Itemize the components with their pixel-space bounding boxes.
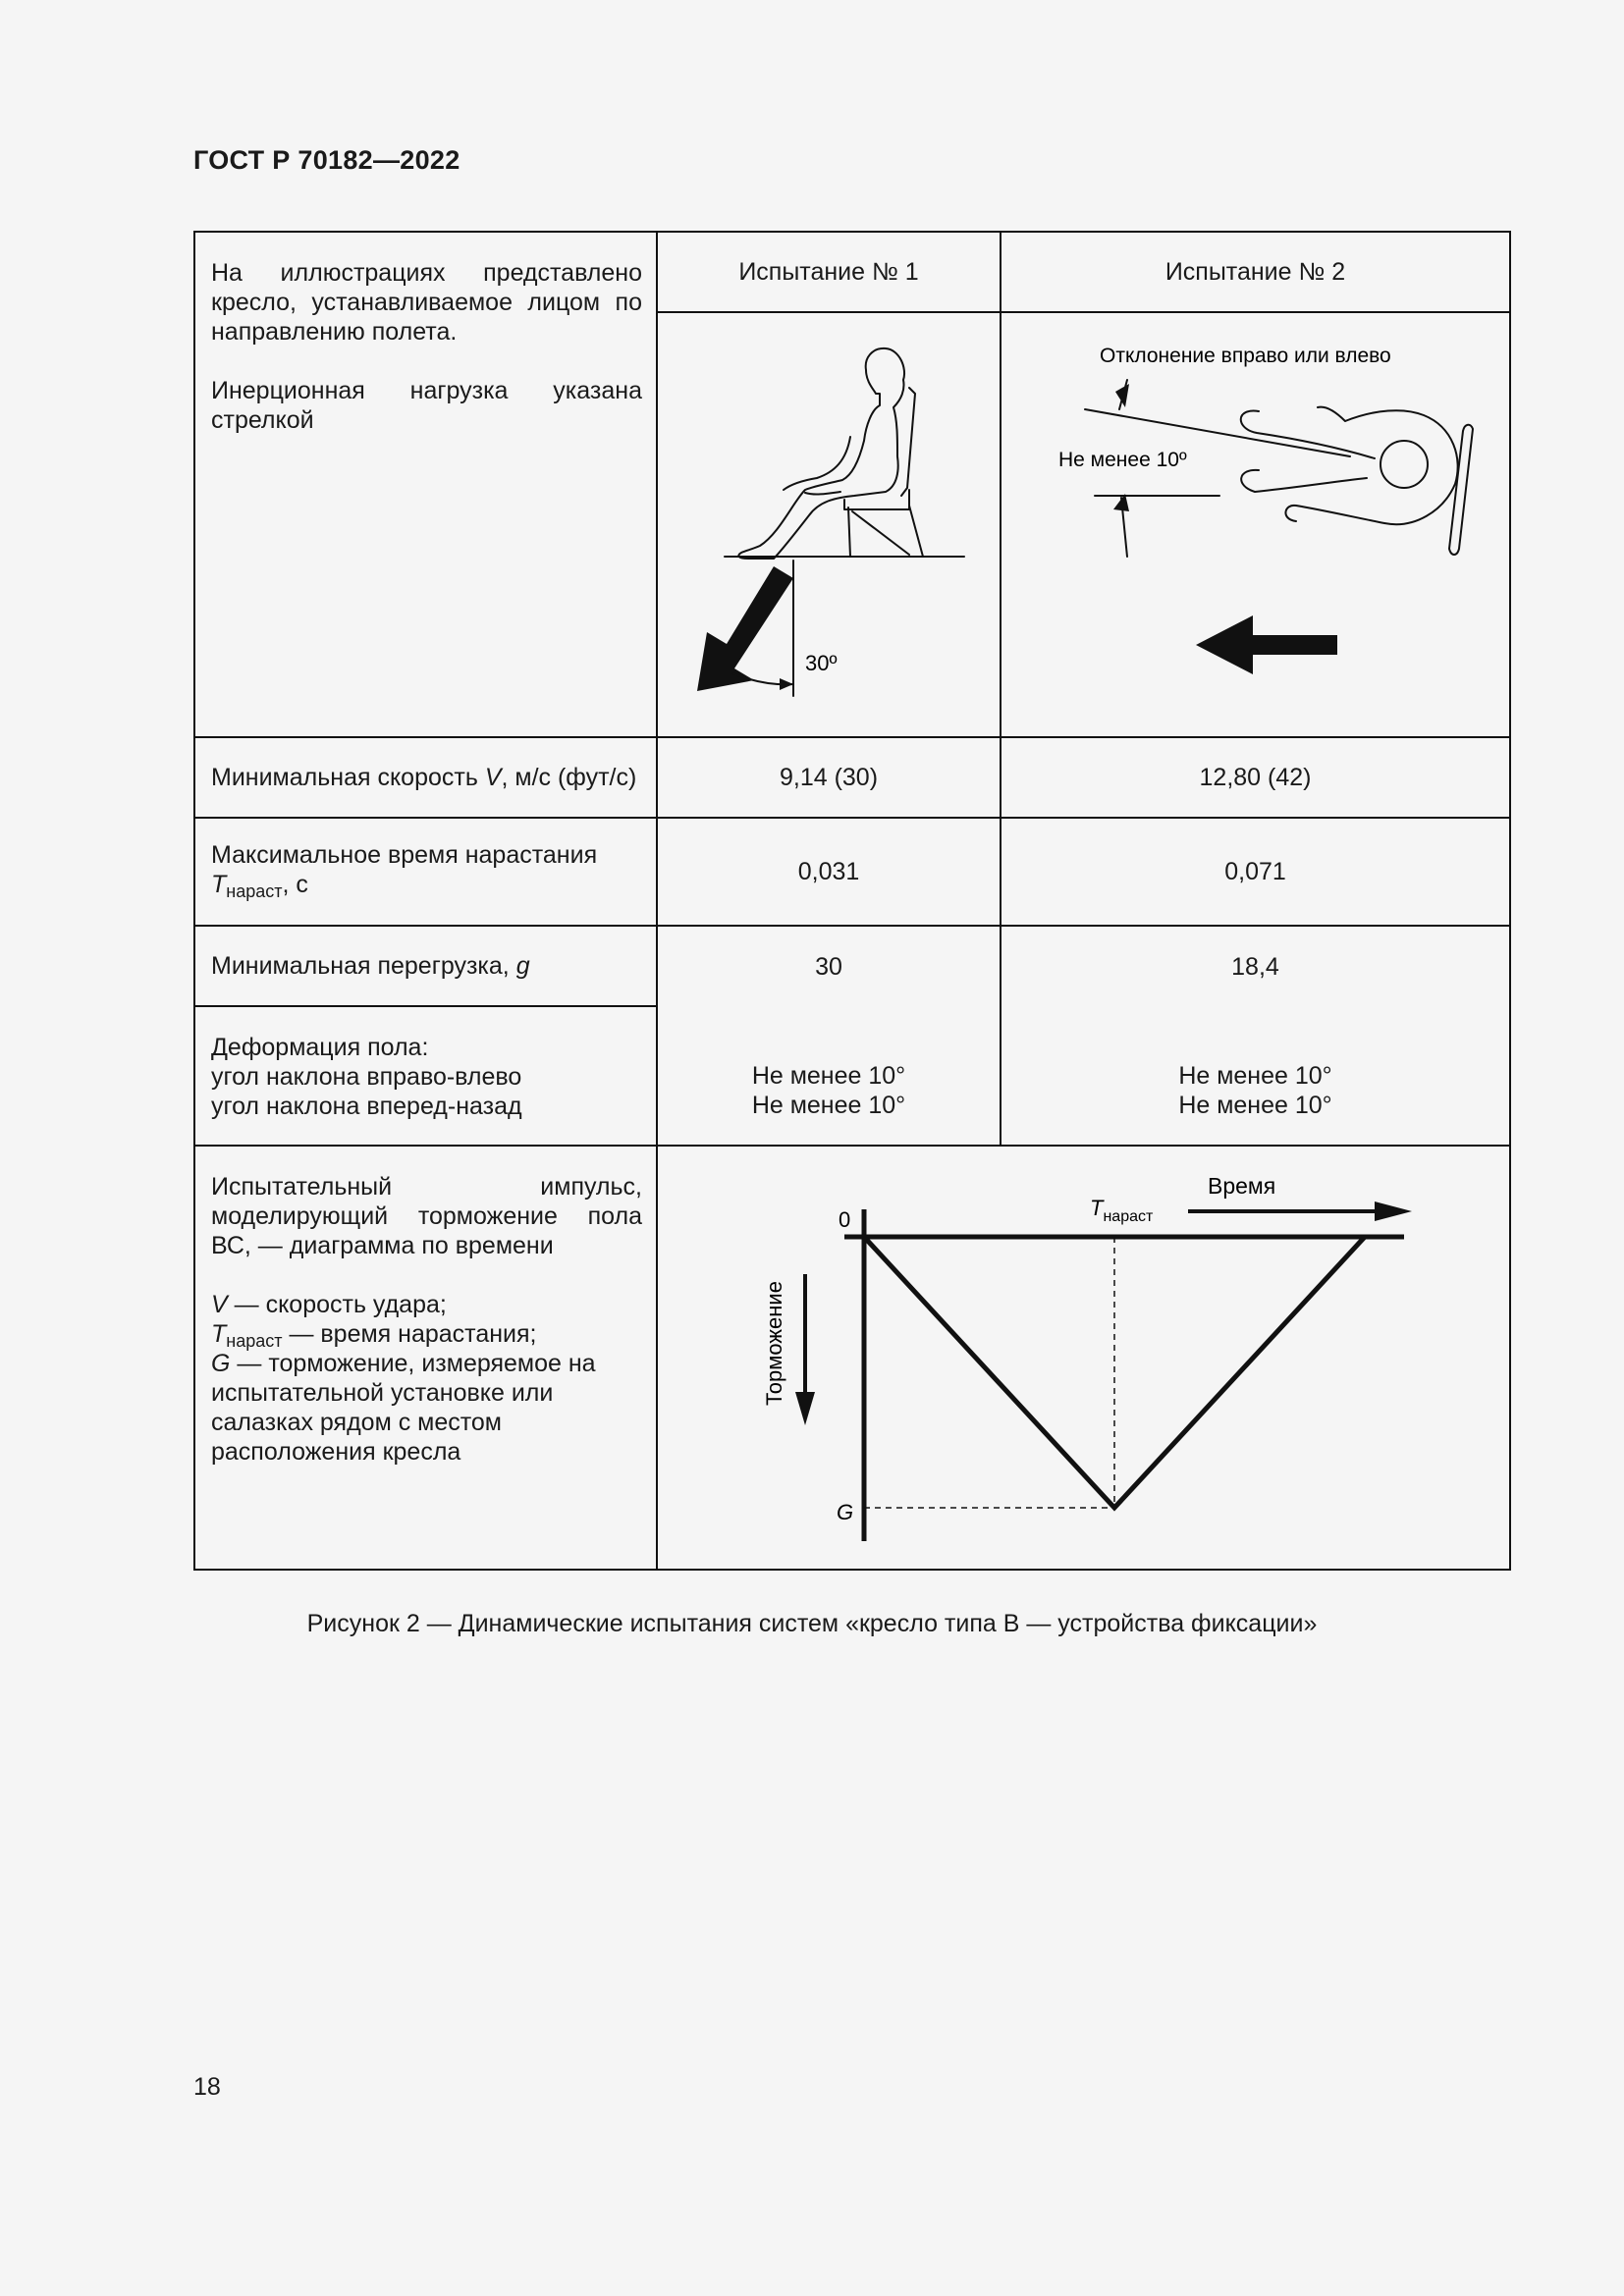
min-speed-test2: 12,80 (42) [1001, 737, 1510, 818]
load-arrow-down-left [697, 566, 793, 691]
figure-caption: Рисунок 2 — Динамические испытания систем «кресло типа В — устройства фиксации» [306, 1610, 1318, 1637]
chart-ylabel: Торможение [762, 1281, 786, 1406]
top-view-body [1241, 407, 1458, 525]
intro-text-2: Инерционная нагрузка указана стрелкой [211, 377, 642, 434]
test2-illustration-cell [1001, 312, 1510, 737]
col-header-test2: Испытание № 2 [1001, 232, 1510, 312]
g-marker-label: G [837, 1500, 854, 1524]
head-outline [1380, 441, 1428, 488]
floor-deformation-test2 [1001, 1006, 1510, 1146]
intro-cell [194, 232, 657, 737]
upper-pointer-arrowhead [1115, 384, 1129, 407]
origin-label: 0 [839, 1207, 851, 1232]
min-angle-label: Не менее 10º [1058, 449, 1187, 471]
roll-angle-label: угол наклона вправо-влево [211, 1063, 522, 1091]
load-arrow-left [1196, 615, 1337, 674]
chart-xlabel: Время [1208, 1173, 1276, 1199]
min-overload-test1: 30 [657, 926, 1001, 1006]
impulse-description [194, 1146, 657, 1570]
max-rise-time-label: Максимальное время нарастания $T_{нараст}$, с [194, 818, 657, 926]
impulse-desc-text: Испытательный импульс, моделирующий торможение пола ВС, — диаграмма по времени [211, 1173, 642, 1259]
t-rise-marker-label: $T_{нараст}$ [1090, 1196, 1154, 1225]
page-number: 18 [193, 2073, 221, 2101]
test1-illustration-cell [657, 312, 1001, 737]
roll-angle-test2: Не менее 10° [1178, 1062, 1332, 1090]
top-view-occupant-illustration [1001, 313, 1511, 736]
max-rise-time-test1: 0,031 [657, 818, 1001, 926]
angle-arc-arrowhead [780, 678, 793, 690]
floor-deformation-test1 [657, 1006, 1001, 1146]
person-outline [738, 348, 904, 559]
impulse-chart [658, 1147, 1511, 1569]
intro-text-1: На иллюстрациях представлено кресло, устанавливаемое лицом по направлению полета. [211, 259, 642, 346]
roll-angle-test1: Не менее 10° [751, 1062, 906, 1090]
deviation-label: Отклонение вправо или влево [1100, 345, 1391, 367]
pitch-angle-test2: Не менее 10° [1178, 1092, 1332, 1119]
deceleration-arrow-head [795, 1392, 815, 1425]
pitch-angle-test1: Не менее 10° [751, 1092, 906, 1119]
angle-label: 30º [805, 651, 838, 675]
floor-deformation-label [194, 1006, 657, 1146]
test-spec-table [193, 231, 1511, 1571]
min-speed-label: Минимальная скорость V, м/с (фут/с) [194, 737, 657, 818]
impulse-legend: V — скорость удара; $T_{нараст}$ — время нарастания; G — торможение, измеряемое на испытательной установке или салазках рядом с местом расположения кресла [211, 1291, 596, 1466]
document-code: ГОСТ Р 70182—2022 [193, 145, 460, 175]
col-header-test1: Испытание № 1 [657, 232, 1001, 312]
min-speed-test1: 9,14 (30) [657, 737, 1001, 818]
pitch-angle-label: угол наклона вперед-назад [211, 1093, 522, 1120]
seated-occupant-illustration [658, 313, 1001, 736]
floor-deformation-title: Деформация пола: [211, 1034, 429, 1061]
impulse-chart-cell [657, 1146, 1510, 1570]
min-overload-label: Минимальная перегрузка, g [194, 926, 657, 1006]
min-overload-test2: 18,4 [1001, 926, 1510, 1006]
chair-outline [844, 388, 923, 557]
time-arrow-head [1375, 1201, 1412, 1221]
max-rise-time-test2: 0,071 [1001, 818, 1510, 926]
